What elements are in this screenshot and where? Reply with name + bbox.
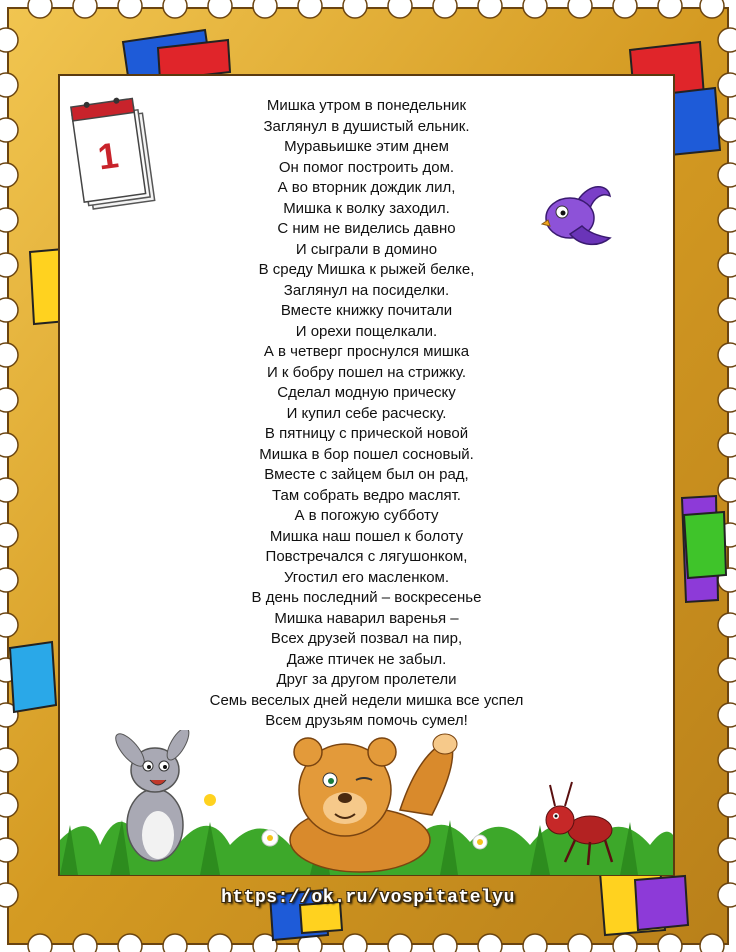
poem-line: Заглянул на посиделки. bbox=[283, 281, 450, 299]
poem-line: В среду Мишка к рыжей белке, bbox=[258, 261, 475, 278]
poem-line: Мишка наварил варенья – bbox=[274, 609, 459, 627]
poem-line: И сыграли в домино bbox=[295, 240, 438, 258]
poem-line: Муравьишке этим днем bbox=[284, 138, 449, 155]
poem-line: Там собрать ведро маслят. bbox=[272, 486, 461, 504]
patch-cyan-left bbox=[10, 642, 56, 712]
poem-line: Мишка утром в понедельник bbox=[266, 97, 467, 114]
poem-line: И орехи пощелкали. bbox=[295, 322, 438, 340]
poem-line: Повстречался с лягушонком, bbox=[265, 548, 468, 565]
poem-line: А в четверг проснулся мишка bbox=[263, 343, 470, 360]
poem-line: Угостил его масленком. bbox=[283, 568, 450, 586]
poem-line: А в погожую субботу bbox=[294, 507, 439, 524]
poem-line: Мишка в бор пошел сосновый. bbox=[259, 445, 474, 463]
poem-line: Всем друзьям помочь сумел! bbox=[265, 712, 468, 729]
poem-line: Семь веселых дней недели мишка все успел bbox=[209, 691, 524, 709]
poem-line: А во вторник дождик лил, bbox=[277, 179, 456, 196]
calendar-day-number: 1 bbox=[95, 134, 121, 178]
poem-line: И к бобру пошел на стрижку. bbox=[266, 363, 467, 381]
poem-line: В пятницу с прической новой bbox=[264, 425, 469, 442]
poem-text bbox=[58, 96, 675, 732]
poem-line: В день последний – воскресенье bbox=[251, 589, 482, 606]
poem-line: Всех друзей позвал на пир, bbox=[270, 630, 463, 647]
source-url: https://ok.ru/vospitatelyu bbox=[221, 888, 515, 908]
patch-green-right bbox=[684, 512, 726, 578]
poem-line: С ним не виделись давно bbox=[277, 220, 456, 237]
poem-line: Заглянул в душистый ельник. bbox=[263, 117, 470, 135]
poem-line: Даже птичек не забыл. bbox=[286, 650, 447, 668]
meadow-illustration bbox=[60, 730, 673, 875]
poem-line: Мишка к волку заходил. bbox=[283, 199, 450, 217]
poem-line: И купил себе расческу. bbox=[286, 404, 447, 422]
poem-line: Он помог построить дом. bbox=[278, 158, 455, 176]
poem-line: Вместе с зайцем был он рад, bbox=[264, 466, 469, 483]
poem-line: Мишка наш пошел к болоту bbox=[269, 527, 464, 545]
poem-line: Сделал модную прическу bbox=[277, 384, 456, 401]
poem-line: Друг за другом пролетели bbox=[276, 671, 457, 688]
poem-line: Вместе книжку почитали bbox=[280, 302, 453, 319]
